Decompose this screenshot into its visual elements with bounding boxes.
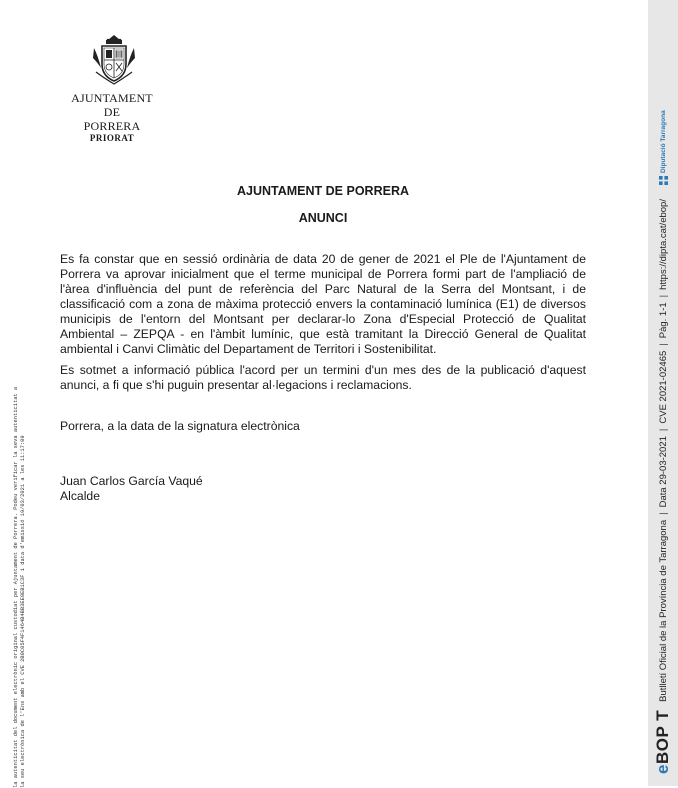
body-paragraph-1: Es fa constar que en sessió ordinària de data 20 de gener de 2021 el Ple de l'Ajuntament de Porrera va aprovar inicialment que el terme municipal de Porrera formi part de l'ampliació de l'àrea d'influència del punt de referència del Parc Natural de la Serra del Montsant, i de classificació com a zona de màxima protecció envers la contaminació lumínica (E1) de diversos municipis de l'entorn del Montsant per declarar-lo Zona d'Especial Protecció de Qualitat Ambiental – ZEPQA - en l'àmbit lumínic, que està tramitant la Direcció General de Qualitat ambiental i Canvi Climàtic del Departament de Territori i Sostenibilitat. (60, 252, 586, 356)
issuer-name: Diputació Tarragona (659, 110, 667, 174)
signatory-role: Alcalde (60, 489, 100, 503)
verification-strip (13, 28, 35, 788)
publication-name: Butlletí Oficial de la Província de Tarragona (657, 519, 669, 702)
page-number: Pàg. 1-1 (657, 302, 669, 339)
publication-date: Data 29-03-2021 (657, 436, 669, 508)
municipality-line: AJUNTAMENT (71, 91, 153, 105)
document-subtitle: ANUNCI (298, 211, 348, 225)
signatory-name: Juan Carlos García Vaqué (60, 474, 203, 488)
ebop-url-link[interactable]: https://dipta.cat/ebop/ (657, 199, 669, 290)
body-paragraph-2: Es sotmet a informació pública l'acord per un termini d'un mes des de la publicació d'aquest anunci, a fi que s'hi puguin presentar al·legacions i reclamacions. (60, 363, 586, 392)
diputacio-icon (659, 176, 668, 185)
region-name: PRIORAT (89, 133, 135, 143)
municipality-line: DE (103, 105, 121, 119)
document-title: AJUNTAMENT DE PORRERA (237, 184, 409, 198)
coat-of-arms-icon (92, 34, 136, 86)
bop-sidebar (648, 0, 678, 786)
municipality-line: PORRERA (83, 119, 141, 133)
sidebar-content: eBOP T Butlletí Oficial de la Província de Tarragona | Data 29-03-2021 | CVE 2021-02465 | Pàg. 1-1 | https://dipta.cat/ebop/ Diputació Tarragona (653, 110, 672, 774)
cve-code: CVE 2021-02465 (657, 350, 669, 424)
verification-line: la seu electrònica de l'Ens amb el CVE 2B0C05F4F1464B4BB3EE0EB1C3F i data d'emissió 19/03/2021 a les 11:17:09 (20, 435, 26, 788)
place-date: Porrera, a la data de la signatura electrònica (60, 419, 300, 433)
diputacio-logo (659, 110, 668, 185)
verification-line: la autenticitat del document electrònic original custodiat per Ajuntament de Porrera. Podeu verificar la seva autenticitat a (13, 386, 19, 788)
municipality-name (62, 91, 162, 144)
signature-block (60, 474, 586, 504)
ebop-logo: eBOP T (653, 709, 672, 774)
